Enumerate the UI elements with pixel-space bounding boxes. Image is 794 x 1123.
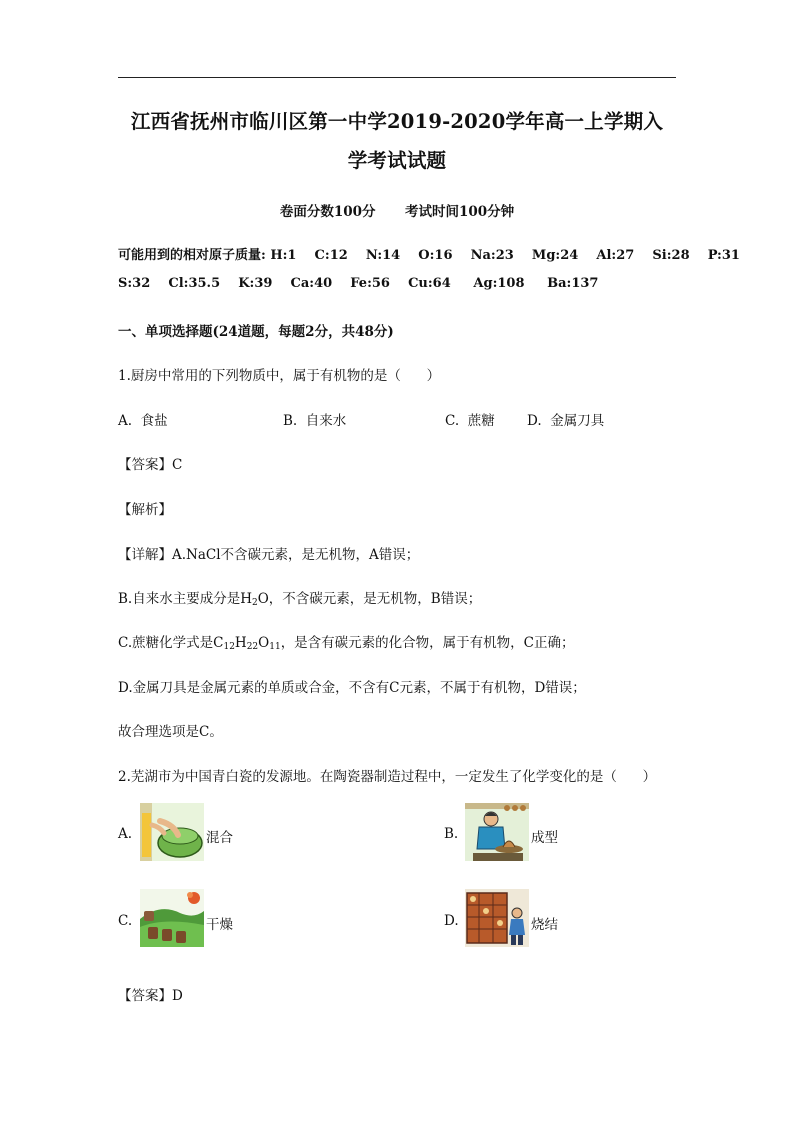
q1-option-d: D. 金属刀具 xyxy=(527,413,605,429)
q2-option-b-letter: B. xyxy=(444,826,459,842)
q1-conclusion: 故合理选项是C。 xyxy=(118,724,223,740)
q2-option-a-letter: A. xyxy=(118,826,133,842)
sintering-illustration xyxy=(465,889,529,947)
mixing-illustration xyxy=(140,803,204,861)
q2-option-d-caption: 烧结 xyxy=(531,917,558,933)
drying-illustration xyxy=(140,889,204,947)
question-2-stem: 2.芜湖市为中国青白瓷的发源地。在陶瓷器制造过程中，一定发生了化学变化的是（ ） xyxy=(118,769,657,785)
score-info: 卷面分数100分 xyxy=(279,204,376,220)
document-title-line1: 江西省抚州市临川区第一中学2019-2020学年高一上学期入 xyxy=(130,110,664,133)
q1-answer: 【答案】C xyxy=(118,457,183,473)
q2-answer: 【答案】D xyxy=(118,988,183,1004)
header-rule xyxy=(118,77,676,78)
question-1-stem: 1.厨房中常用的下列物质中，属于有机物的是（ ） xyxy=(118,368,441,384)
q1-detail-d: D.金属刀具是金属元素的单质或合金，不含有C元素，不属于有机物，D错误； xyxy=(118,680,586,696)
q1-option-a: A. 食盐 xyxy=(118,413,168,429)
q1-option-c: C. 蔗糖 xyxy=(445,413,495,429)
section-heading: 一、单项选择题(24道题，每题2分，共48分) xyxy=(118,324,394,340)
q1-detail-c: C.蔗糖化学式是$C_{12}H_{22}O_{11}$，是含有碳元素的化合物，属于有机物，C正确； xyxy=(118,635,575,652)
exam-info xyxy=(100,200,694,220)
q1-analysis-label: 【解析】 xyxy=(118,502,172,518)
atomic-masses-line1: 可能用到的相对原子质量: H:1 C:12 N:14 O:16 Na:23 Mg:24 Al:27 Si:28 P:31 xyxy=(118,248,740,263)
atomic-masses-line2: S:32 Cl:35.5 K:39 Ca:40 Fe:56 Cu:64 Ag:108 Ba:137 xyxy=(118,276,599,291)
q1-option-b: B. 自来水 xyxy=(283,413,347,429)
q2-option-c-letter: C. xyxy=(118,913,133,929)
forming-illustration xyxy=(465,803,529,861)
q2-option-a-caption: 混合 xyxy=(206,830,233,846)
q1-detail-a: 【详解】A.NaCl不含碳元素，是无机物，A错误； xyxy=(118,547,420,563)
q2-option-c-caption: 干燥 xyxy=(206,917,233,933)
q2-option-b-caption: 成型 xyxy=(531,830,558,846)
q2-option-d-letter: D. xyxy=(444,913,459,929)
time-info: 考试时间100分钟 xyxy=(404,204,515,220)
document-title-line2: 学考试试题 xyxy=(347,149,447,172)
q1-detail-b: B.自来水主要成分是$H_2O$，不含碳元素，是无机物，B错误； xyxy=(118,591,482,608)
